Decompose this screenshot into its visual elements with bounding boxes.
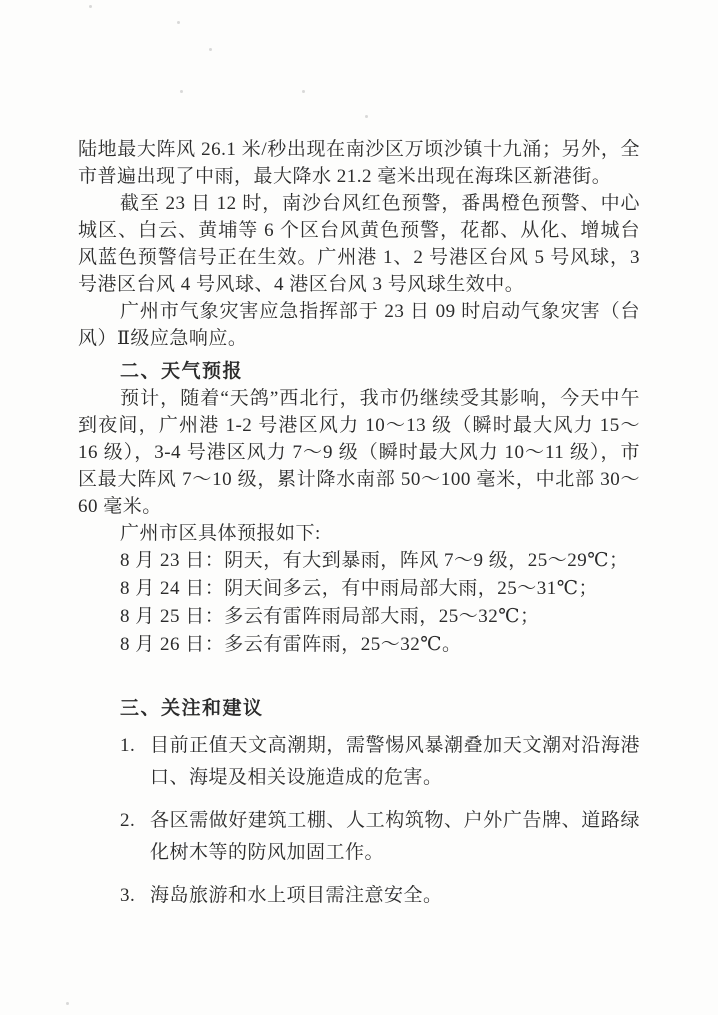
advice-item [120,880,640,912]
forecast-text: 阴天间多云，有中雨局部大雨，25～31℃； [224,578,599,599]
scan-speck [66,1002,69,1005]
advice-item-text: 各区需做好建筑工棚、人工构筑物、户外广告牌、道路绿化树木等的防风加固工作。 [150,810,640,863]
section-heading-weather-forecast: 二、天气预报 [120,361,244,382]
forecast-date-label: 8 月 23 日： [120,550,225,571]
forecast-summary-paragraph: 预计，随着“天鸽”西北行，我市仍继续受其影响，今天中午到夜间，广州港 1-2 号港区风力 10～13 级（瞬时最大风力 15～16 级），3-4 号港区风力 7～9 级（瞬时最大风力 10～11 级），市区最大阵风 7～10 级，累计降水南部 50～100 毫米，中北部 30～60 毫米。 [78,388,640,517]
intro-paragraph: 广州市气象灾害应急指挥部于 23 日 09 时启动气象灾害（台风）Ⅱ级应急响应。 [78,301,640,349]
forecast-date-label: 8 月 25 日： [120,606,225,627]
scan-speck [89,5,92,8]
advice-item-number: 3. [120,885,136,906]
forecast-date-label: 8 月 24 日： [120,578,225,599]
forecast-date-label: 8 月 26 日： [120,634,225,655]
advice-item [120,805,640,869]
scan-speck [365,115,368,118]
section-heading-advice: 三、关注和建议 [120,698,264,719]
advice-item-number: 2. [120,810,136,831]
scan-speck [302,90,305,93]
intro-paragraph: 截至 23 日 12 时，南沙台风红色预警，番禺橙色预警、中心城区、白云、黄埔等 6 个区台风黄色预警，花都、从化、增城台风蓝色预警信号正在生效。广州港 1、2 号港区台风 5 号风球，3 号港区台风 4 号风球、4 港区台风 3 号风球生效中。 [78,193,640,295]
scan-speck [209,48,212,51]
daily-forecast-line [120,547,640,575]
scan-speck [180,90,183,93]
forecast-lead-in: 广州市区具体预报如下: [120,523,321,544]
forecast-text: 阴天，有大到暴雨，阵风 7～9 级，25～29℃； [224,550,629,571]
forecast-text: 多云有雷阵雨局部大雨，25～32℃； [224,606,540,627]
forecast-text: 多云有雷阵雨，25～32℃。 [224,634,462,655]
advice-item-number: 1. [120,735,136,756]
advice-item-text: 目前正值天文高潮期，需警惕风暴潮叠加天文潮对沿海港口、海堤及相关设施造成的危害。 [150,735,640,788]
advice-item-text: 海岛旅游和水上项目需注意安全。 [150,885,443,906]
intro-paragraph: 陆地最大阵风 26.1 米/秒出现在南沙区万顷沙镇十九涌；另外，全市普遍出现了中雨，最大降水 21.2 毫米出现在海珠区新港街。 [78,139,640,187]
scan-speck [177,21,180,24]
advice-item [120,730,640,794]
daily-forecast-line [120,575,640,603]
daily-forecast-line [120,603,640,631]
daily-forecast-line [120,631,640,659]
